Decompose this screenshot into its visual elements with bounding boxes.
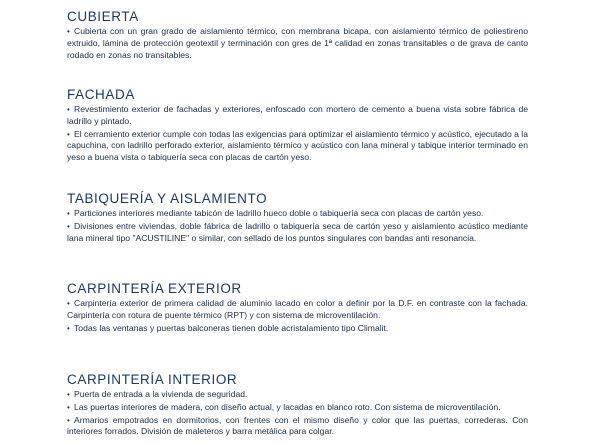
paragraph: • El cerramiento exterior cumple con todas las exigencias para optimizar el aislamiento térmico y acústico, ejecutado a la capuchina, con ladrillo perforado exterior, aislamiento térmico y acústico con lana mineral y tabique interior terminado en yeso a buena vista o tabiquería seca con placas de cartón yeso. (67, 128, 528, 163)
section-carpinteria-interior (67, 372, 528, 438)
bullet-icon: • (67, 390, 70, 399)
section-cubierta (67, 9, 528, 61)
paragraph: • Particiones interiores mediante tabicón de ladrillo hueco doble o tabiquería seca con placas de cartón yeso. (67, 208, 484, 218)
section-fachada (67, 87, 528, 164)
bullet-icon: • (67, 221, 70, 231)
paragraph: • Las puertas interiores de madera, con diseño actual, y lacadas en blanco roto. Con sistema de microventilación. (67, 401, 501, 412)
bullet-icon: • (67, 402, 70, 412)
section-tabiqueria (67, 191, 528, 244)
bullet-icon: • (67, 209, 70, 218)
bullet-icon: • (67, 415, 70, 425)
bullet-icon: • (67, 299, 70, 308)
paragraph: • Cubierta con un gran grado de aislamiento térmico, con membrana bicapa, con aislamiento térmico de poliestireno extruido, lámina de protección geotextil y terminación con gres de 1ª calidad en zonas transitables o de grava de canto rodado en zonas no transitables. (67, 26, 528, 60)
bullet-icon: • (67, 129, 70, 139)
section-title: CARPINTERÍA EXTERIOR (67, 281, 242, 296)
paragraph: • Revestimiento exterior de fachadas y exteriores, enfoscado con mortero de cemento a buena vista sobre fábrica de ladrillo y pintado. (67, 104, 528, 126)
section-title: TABIQUERÍA Y AISLAMIENTO (67, 191, 268, 206)
bullet-icon: • (67, 27, 70, 36)
bullet-icon: • (67, 323, 70, 333)
section-carpinteria-exterior (67, 281, 528, 334)
paragraph: • Puerta de entrada a la vivienda de seguridad. (67, 389, 248, 399)
paragraph: • Carpintería exterior de primera calidad de aluminio lacado en color a definir por la D.F. en contraste con la fachada. Carpintería con rotura de puente térmico (RPT) y con sistema de microventilación. (67, 298, 528, 320)
section-title: FACHADA (67, 87, 135, 102)
paragraph: • Divisiones entre viviendas, doble fábrica de ladrillo o tabiquería seca de cartón yeso y aislamiento acústico mediante lana mineral tipo "ACUSTILINE" o similar, con sellado de los puntos singulares con bandas anti resonancia. (67, 220, 528, 243)
paragraph: • Todas las ventanas y puertas balconeras tienen doble acristalamiento tipo Climalit. (67, 322, 389, 333)
paragraph: • Armarios empotrados en dormitorios, con frentes con el mismo diseño y color que las puertas, correderas. Con interiores forrados. División de maleteros y barra metálica para colgar. (67, 414, 528, 437)
bullet-icon: • (67, 105, 70, 114)
section-title: CARPINTERÍA INTERIOR (67, 372, 238, 387)
section-title: CUBIERTA (67, 9, 139, 24)
